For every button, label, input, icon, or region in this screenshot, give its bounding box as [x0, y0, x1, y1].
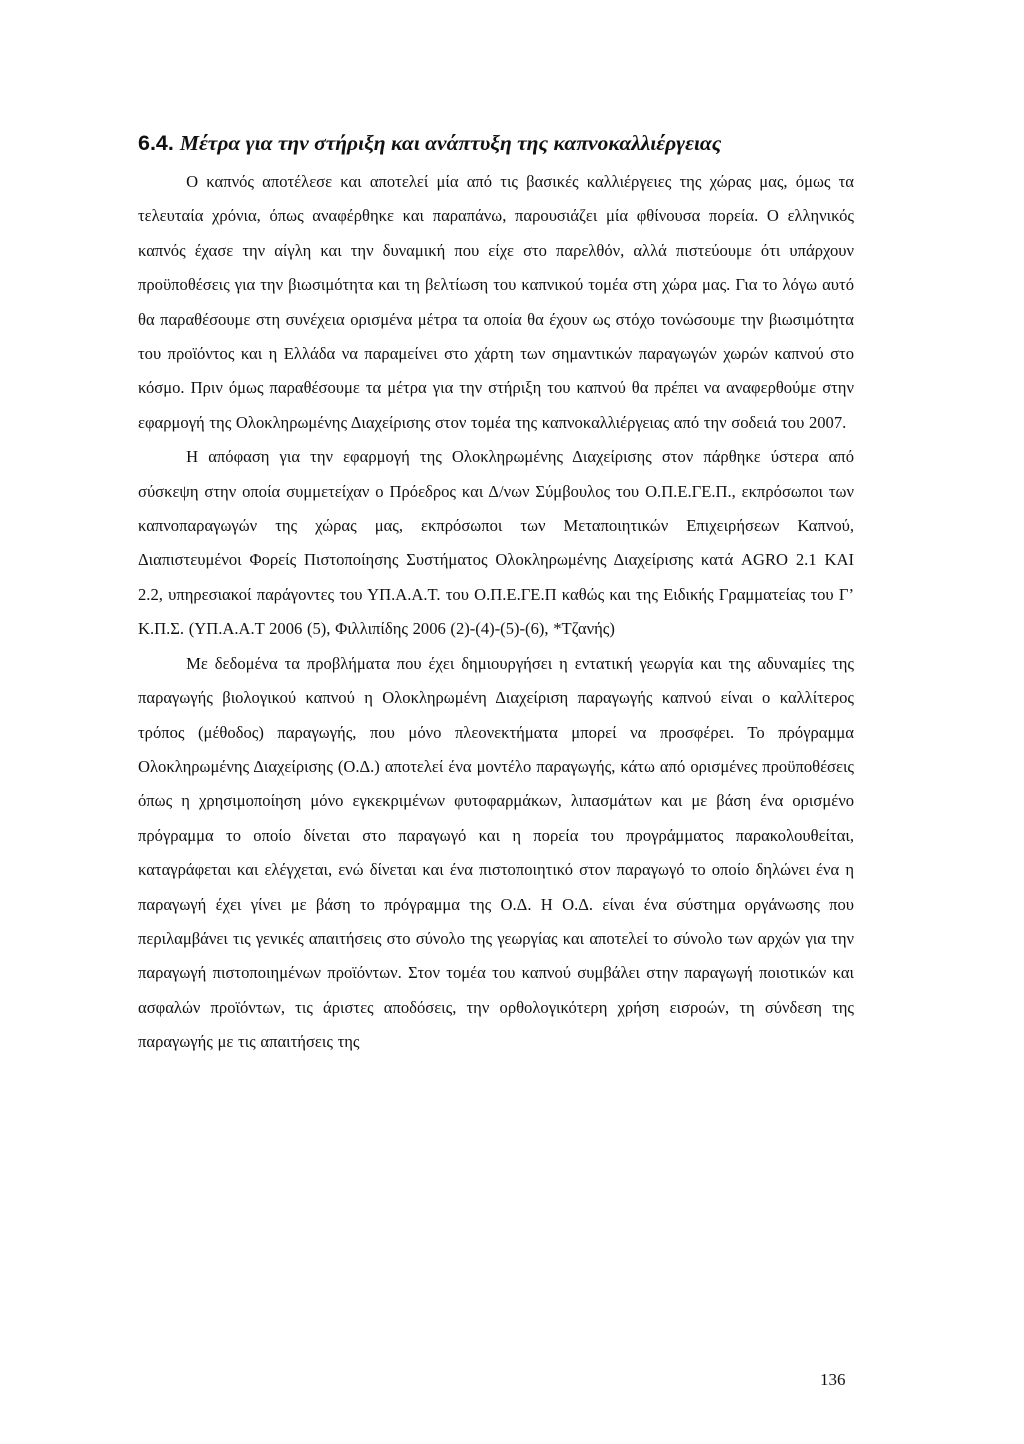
page-number: 136 — [820, 1370, 846, 1389]
paragraph-3: Με δεδομένα τα προβλήματα που έχει δημιουργήσει η εντατική γεωργία και της αδυναμίες της παραγωγής βιολογικού καπνού η Ολοκληρωμένη Διαχείριση παραγωγής καπνού είναι ο καλλίτερος τρόπος (μέθοδος) παραγωγής, που μόνο πλεονεκτήματα μπορεί να προσφέρει. Το πρόγραμμα Ολοκληρωμένης Διαχείρισης (Ο.Δ.) αποτελεί ένα μοντέλο παραγωγής, κάτω από ορισμένες προϋποθέσεις όπως η χρησιμοποίηση μόνο εγκεκριμένων φυτοφαρμάκων, λιπασμάτων και με βάση ένα ορισμένο πρόγραμμα το οποίο δίνεται στο παραγωγό και η πορεία του προγράμματος παρακολουθείται, καταγράφεται και ελέγχεται, ενώ δίνεται και ένα πιστοποιητικό στον παραγωγό το οποίο δηλώνει ένα η παραγωγή έχει γίνει με βάση το πρόγραμμα της Ο.Δ. Η Ο.Δ. είναι ένα σύστημα οργάνωσης που περιλαμβάνει τις γενικές απαιτήσεις στο σύνολο της γεωργίας και αποτελεί το σύνολο των αρχών για την παραγωγή πιστοποιημένων προϊόντων. Στον τομέα του καπνού συμβάλει στην παραγωγή ποιοτικών και ασφαλών προϊόντων, τις άριστες αποδόσεις, την ορθολογικότερη χρήση εισροών, τη σύνδεση της παραγωγής με τις απαιτήσεις της — [138, 653, 854, 1052]
document-page — [138, 128, 854, 1060]
paragraph-2: Η απόφαση για την εφαρμογή της Ολοκληρωμένης Διαχείρισης στον πάρθηκε ύστερα από σύσκεψη στην οποία συμμετείχαν ο Πρόεδρος και Δ/νων Σύμβουλος του Ο.Π.Ε.ΓΕ.Π., εκπρόσωποι των καπνοπαραγωγών της χώρας μας, εκπρόσωποι των Μεταποιητικών Επιχειρήσεων Καπνού, Διαπιστευμένοι Φορείς Πιστοποίησης Συστήματος Ολοκληρωμένης Διαχείρισης κατά AGRO 2.1 ΚΑΙ 2.2, υπηρεσιακοί παράγοντες του ΥΠ.Α.Α.Τ. του Ο.Π.Ε.ΓΕ.Π καθώς και της Ειδικής Γραμματείας του Γ’ Κ.Π.Σ. (ΥΠ.Α.Α.Τ 2006 (5), Φιλλιπίδης 2006 (2)-(4)-(5)-(6), *Τζανής) — [138, 447, 854, 639]
section-number: 6.4. — [138, 131, 174, 155]
section-title: Μέτρα για την στήριξη και ανάπτυξη της καπνοκαλλιέργειας — [179, 131, 722, 155]
paragraph-1: Ο καπνός αποτέλεσε και αποτελεί μία από τις βασικές καλλιέργειες της χώρας μας, όμως τα τελευταία χρόνια, όπως αναφέρθηκε και παραπάνω, παρουσιάζει μία φθίνουσα πορεία. Ο ελληνικός καπνός έχασε την αίγλη και την δυναμική που είχε στο παρελθόν, αλλά πιστεύουμε ότι υπάρχουν προϋποθέσεις για την βιωσιμότητα και τη βελτίωση του καπνικού τομέα στη χώρα μας. Για το λόγω αυτό θα παραθέσουμε στη συνέχεια ορισμένα μέτρα τα οποία θα έχουν ως στόχο τονώσουμε την βιωσιμότητα του προϊόντος και η Ελλάδα να παραμείνει στο χάρτη των σημαντικών παραγωγών χωρών καπνού στο κόσμο. Πριν όμως παραθέσουμε τα μέτρα για την στήριξη του καπνού θα πρέπει να αναφερθούμε στην εφαρμογή της Ολοκληρωμένης Διαχείρισης στον τομέα της καπνοκαλλιέργειας από την σοδειά του 2007. — [138, 172, 854, 432]
section-heading — [138, 128, 854, 158]
